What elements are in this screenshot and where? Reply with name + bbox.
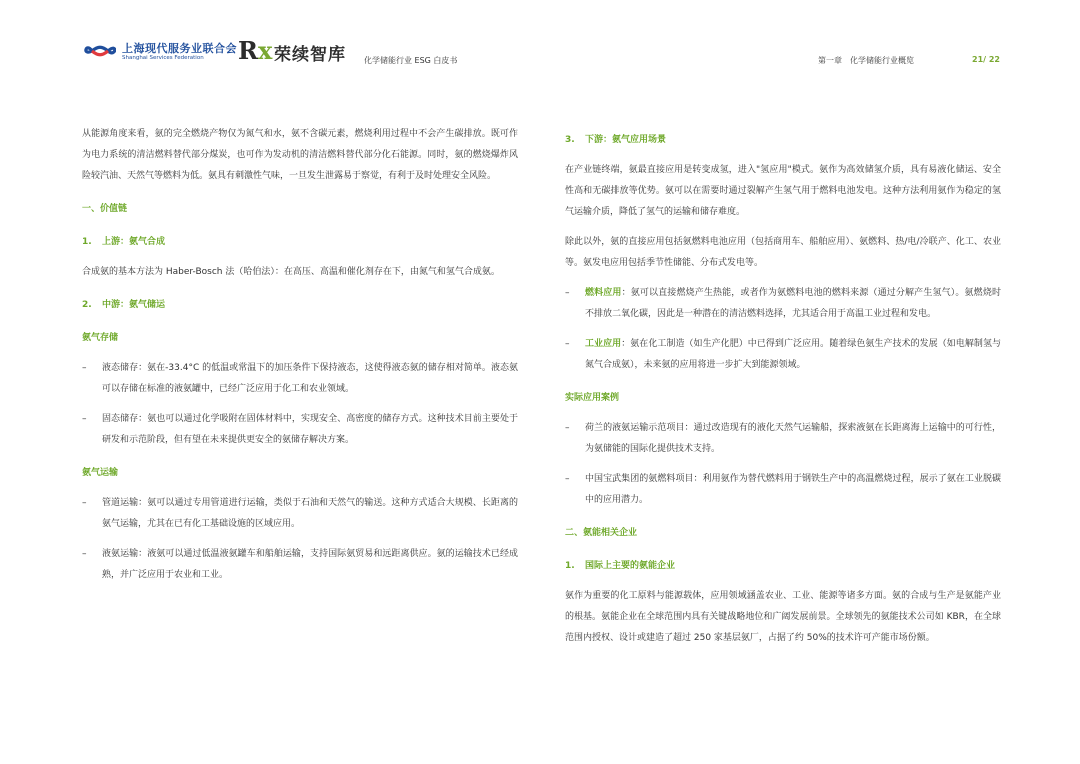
list-item [82, 409, 518, 451]
federation-name-cn: 上海现代服务业联合会 [122, 42, 237, 55]
heading-number: 2. [82, 300, 92, 310]
list-item-text: ：氨在化工制造（如生产化肥）中已得到广泛应用。随着绿色氨生产技术的发展（如电解制氢与氮气合成氨），未来氨的应用将进一步扩大到能源领域。 [585, 339, 1001, 370]
heading-number: 3. [565, 135, 575, 145]
list-item-text: 荷兰的液氨运输示范项目：通过改造现有的液化天然气运输船，探索液氨在长距离海上运输中的可行性，为氨储能的国际化提供技术支持。 [585, 423, 1001, 454]
downstream-paragraph-2: 除此以外，氨的直接应用包括氨燃料电池应用（包括商用车、船舶应用）、氨燃料、热/电/冷联产、化工、农业等。氨发电应用包括季节性储能、分布式发电等。 [565, 237, 1001, 268]
left-column [82, 124, 518, 595]
heading-downstream [565, 130, 1001, 151]
bullet-dash: – [565, 474, 570, 484]
federation-logo [84, 38, 237, 66]
page-header [0, 0, 1080, 80]
list-item-keyword: 燃料应用 [585, 288, 622, 298]
list-item-keyword: 工业应用 [585, 339, 622, 349]
list-item [565, 469, 1001, 511]
heading-storage: 氨气存储 [82, 333, 119, 343]
heading-text: 国际上主要的氨能企业 [585, 561, 676, 571]
document-title: 化学储能行业 ESG 白皮书 [364, 56, 458, 65]
bullet-dash: – [82, 363, 87, 373]
chapter-title: 第一章 化学储能行业概览 [818, 56, 914, 65]
heading-cases: 实际应用案例 [565, 393, 620, 403]
heading-text: 上游：氨气合成 [102, 237, 166, 247]
companies-paragraph: 氨作为重要的化工原料与能源载体，应用领域涵盖农业、工业、能源等诸多方面。氨的合成与生产是氨能产业的根基。氨能企业在全球范围内具有关键战略地位和广阔发展前景。全球领先的氨能技术公司如 KBR，在全球范围内授权、设计或建造了超过 250 家基层氨厂，占据了约 50%的技术许可产能市场份额。 [565, 591, 1001, 643]
downstream-paragraph-1: 在产业链终端，氨最直接应用是转变成氢，进入"氢应用"模式。氨作为高效储氢介质，具有易液化储运、安全性高和无碳排放等优势。氨可以在需要时通过裂解产生氢气用于燃料电池发电。这种方法利用氨作为稳定的氢气运输介质，降低了氢气的运输和储存难度。 [565, 165, 1001, 217]
list-item-text: 液氨运输：液氨可以通过低温液氨罐车和船舶运输，支持国际氨贸易和远距离供应。氨的运输技术已经成熟，并广泛应用于农业和工业。 [102, 549, 518, 580]
federation-logo-icon [84, 40, 116, 62]
rongxu-logo-mark: Rx [238, 36, 273, 65]
heading-upstream [82, 232, 518, 253]
federation-name-en: Shanghai Services Federation [122, 55, 204, 61]
bullet-dash: – [82, 549, 87, 559]
right-column [565, 130, 1001, 658]
heading-text: 下游：氨气应用场景 [585, 135, 667, 145]
rongxu-logo-name: 荣续智库 [274, 45, 346, 65]
list-item-text: ：氨可以直接燃烧产生热能，或者作为氨燃料电池的燃料来源（通过分解产生氢气）。氨燃烧时不排放二氧化碳，因此是一种潜在的清洁燃料选择，尤其适合用于高温工业过程和发电。 [585, 288, 1001, 319]
list-item-text: 中国宝武集团的氨燃料项目：利用氨作为替代燃料用于钢铁生产中的高温燃烧过程，展示了氨在工业脱碳中的应用潜力。 [585, 474, 1001, 505]
list-item [565, 283, 1001, 325]
list-item-text: 固态储存：氨也可以通过化学吸附在固体材料中，实现安全、高密度的储存方式。这种技术目前主要处于研发和示范阶段，但有望在未来提供更安全的氨储存解决方案。 [102, 414, 518, 445]
heading-midstream [82, 295, 518, 316]
bullet-dash: – [565, 423, 570, 433]
list-item-text: 管道运输：氨可以通过专用管道进行运输，类似于石油和天然气的输送。这种方式适合大规模、长距离的氨气运输，尤其在已有化工基础设施的区域应用。 [102, 498, 518, 529]
rongxu-logo [238, 36, 358, 66]
list-item [82, 544, 518, 586]
rongxu-logo-mark-x: x [257, 36, 273, 65]
list-item [82, 493, 518, 535]
page-number: 21/ 22 [972, 55, 1000, 64]
upstream-paragraph: 合成氨的基本方法为 Haber-Bosch 法（哈伯法）：在高压、高温和催化剂存在下，由氮气和氢气合成氨。 [82, 267, 500, 277]
list-item-text: 液态储存：氨在-33.4°C 的低温或常温下的加压条件下保持液态，这使得液态氨的储存相对简单。液态氨可以存储在标准的液氨罐中，已经广泛应用于化工和农业领域。 [102, 363, 518, 394]
bullet-dash: – [82, 414, 87, 424]
heading-number: 1. [565, 561, 575, 571]
heading-number: 1. [82, 237, 92, 247]
list-item [565, 418, 1001, 460]
bullet-dash: – [82, 498, 87, 508]
heading-value-chain: 一、价值链 [82, 204, 128, 214]
intro-paragraph: 从能源角度来看，氨的完全燃烧产物仅为氮气和水，氨不含碳元素，燃烧利用过程中不会产生碳排放。既可作为电力系统的清洁燃料替代部分煤炭，也可作为发动机的清洁燃料替代部分化石能源。同时，氨的燃烧爆炸风险较汽油、天然气等燃料为低。氨具有刺激性气味，一旦发生泄露易于察觉，有利于及时处理安全风险。 [82, 129, 518, 181]
bullet-dash: – [565, 339, 570, 349]
heading-international [565, 556, 1001, 577]
heading-companies: 二、氨能相关企业 [565, 528, 638, 538]
heading-transport: 氨气运输 [82, 468, 119, 478]
bullet-dash: – [565, 288, 570, 298]
list-item [565, 334, 1001, 376]
list-item [82, 358, 518, 400]
heading-text: 中游：氨气储运 [102, 300, 166, 310]
